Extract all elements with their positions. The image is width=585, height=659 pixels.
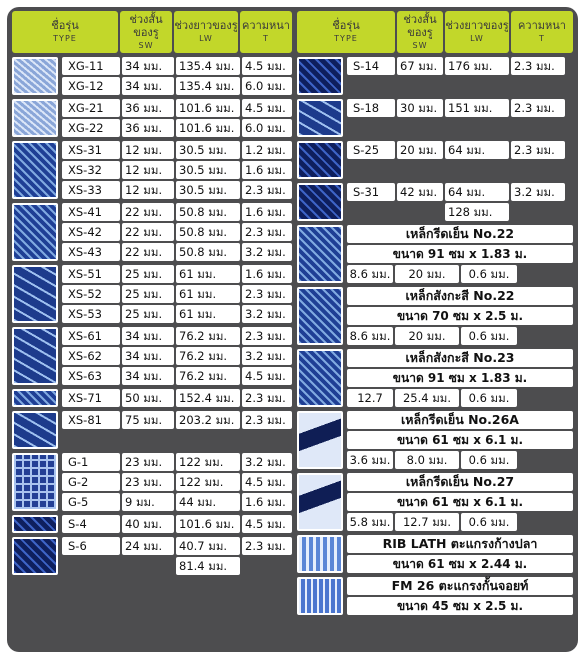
- type-cell: XS-41: [62, 203, 120, 221]
- product-rows: [62, 389, 294, 407]
- sw-cell: 34 มม.: [122, 77, 174, 95]
- t-cell: 3.2 มม.: [242, 347, 292, 365]
- t-cell: 2.3 มม.: [242, 411, 292, 429]
- product-size: ขนาด 61 ซม x 6.1 ม.: [347, 493, 573, 511]
- lw-cell: 76.2 มม.: [176, 327, 240, 345]
- lw-cell: 101.6 มม.: [176, 515, 240, 533]
- product-group: [12, 389, 294, 407]
- lw-cell: 122 มม.: [176, 453, 240, 471]
- mesh-thumbnail: [297, 577, 343, 615]
- sw-cell: 25 มม.: [122, 305, 174, 323]
- table-row: [62, 411, 294, 429]
- product-values: [347, 513, 573, 531]
- t-cell: 1.6 มม.: [242, 265, 292, 283]
- product-rows: [62, 203, 294, 261]
- product-info: [347, 535, 573, 573]
- t-cell: 1.6 มม.: [242, 493, 292, 511]
- type-cell: XG-12: [62, 77, 120, 95]
- product-block: [297, 287, 573, 345]
- product-group: [12, 515, 294, 533]
- lw-cell: 135.4 มม.: [176, 77, 240, 95]
- product-title: RIB LATH ตะแกรงก้างปลา: [347, 535, 573, 553]
- lw-cell: 81.4 มม.: [176, 557, 240, 575]
- product-info: [347, 411, 573, 469]
- type-cell: S-14: [347, 57, 395, 75]
- t-cell: 2.3 มม.: [242, 181, 292, 199]
- product-rows: [62, 327, 294, 385]
- product-values: [347, 451, 573, 469]
- table-row: [62, 119, 294, 137]
- t-cell: 4.5 มม.: [242, 515, 292, 533]
- header-sw-sub: SW: [412, 40, 428, 50]
- product-group: [12, 99, 294, 137]
- table-row: [62, 453, 294, 471]
- product-rows: [62, 141, 294, 199]
- lw-cell: 50.8 มม.: [176, 223, 240, 241]
- product-size: ขนาด 91 ซม x 1.83 ม.: [347, 369, 573, 387]
- product-block: [297, 225, 573, 283]
- mesh-thumbnail: [297, 287, 343, 345]
- t-cell: [511, 203, 565, 221]
- lw-cell: 61 มม.: [176, 305, 240, 323]
- type-cell: S-18: [347, 99, 395, 117]
- header-lw: [174, 11, 238, 53]
- lw-cell: 176 มม.: [445, 57, 509, 75]
- product-size: ขนาด 70 ซม x 2.5 ม.: [347, 307, 573, 325]
- t-cell: 2.3 มม.: [511, 57, 565, 75]
- table-row: [347, 99, 573, 117]
- product-group: [12, 327, 294, 385]
- table-row: [62, 243, 294, 261]
- lw-cell: 152.4 มม.: [176, 389, 240, 407]
- lw-cell: 12.7 มม.: [395, 513, 459, 531]
- table-row: [62, 493, 294, 511]
- sw-cell: 9 มม.: [122, 493, 174, 511]
- table-row: [62, 537, 294, 555]
- header-lw-sub: LW: [199, 34, 213, 43]
- table-row: [62, 77, 294, 95]
- t-cell: 2.3 มม.: [511, 99, 565, 117]
- type-cell: XS-32: [62, 161, 120, 179]
- table-row: [347, 203, 573, 221]
- product-rows: [62, 99, 294, 137]
- sw-cell: 22 มม.: [122, 223, 174, 241]
- header-type-sub: TYPE: [53, 34, 77, 43]
- header-sw: [120, 11, 172, 53]
- product-block: [297, 349, 573, 407]
- t-cell: 4.5 มม.: [242, 99, 292, 117]
- type-cell: XS-81: [62, 411, 120, 429]
- mesh-thumbnail: [297, 349, 343, 407]
- sw-cell: 5.8 มม.: [347, 513, 393, 531]
- mesh-thumbnail: [297, 535, 343, 573]
- header-sw-label: ช่วงสั้นของรู: [403, 12, 437, 39]
- type-cell: XG-22: [62, 119, 120, 137]
- table-row: [62, 141, 294, 159]
- lw-cell: 151 มม.: [445, 99, 509, 117]
- type-cell: S-4: [62, 515, 120, 533]
- sw-cell: [122, 431, 174, 449]
- lw-cell: 64 มม.: [445, 141, 509, 159]
- product-rows: [62, 265, 294, 323]
- type-cell: XS-43: [62, 243, 120, 261]
- type-cell: [62, 431, 120, 449]
- t-cell: 2.3 มม.: [242, 285, 292, 303]
- t-cell: 0.6 มม.: [461, 451, 517, 469]
- product-group: [12, 453, 294, 511]
- left-header: [12, 11, 294, 53]
- sw-cell: [397, 203, 443, 221]
- product-group: [297, 57, 573, 95]
- product-size: ขนาด 91 ซม x 1.83 ม.: [347, 245, 573, 263]
- lw-cell: 25.4 มม.: [395, 389, 459, 407]
- product-title: FM 26 ตะแกรงกั้นจอยท์: [347, 577, 573, 595]
- type-cell: G-5: [62, 493, 120, 511]
- product-info: [347, 225, 573, 283]
- mesh-thumbnail: [297, 473, 343, 531]
- header-sw-sub: SW: [138, 40, 154, 50]
- lw-cell: 76.2 มม.: [176, 367, 240, 385]
- sw-cell: 12 มม.: [122, 141, 174, 159]
- lw-cell: 122 มม.: [176, 473, 240, 491]
- table-row: [62, 305, 294, 323]
- t-cell: [242, 557, 292, 575]
- type-cell: XS-52: [62, 285, 120, 303]
- sw-cell: 50 มม.: [122, 389, 174, 407]
- mesh-thumbnail: [297, 141, 343, 179]
- sw-cell: 36 มม.: [122, 99, 174, 117]
- product-group: [297, 183, 573, 221]
- table-row: [62, 557, 294, 575]
- header-lw: [445, 11, 509, 53]
- table-row: [347, 161, 573, 179]
- header-type-label: ชื่อรุ่น: [332, 19, 360, 32]
- t-cell: 2.3 มม.: [242, 537, 292, 555]
- lw-cell: 128 มม.: [445, 203, 509, 221]
- right-header: [297, 11, 573, 53]
- mesh-thumbnail: [12, 265, 58, 323]
- sw-cell: 34 มม.: [122, 57, 174, 75]
- sw-cell: 25 มม.: [122, 265, 174, 283]
- mesh-thumbnail: [12, 411, 58, 449]
- lw-cell: 76.2 มม.: [176, 347, 240, 365]
- table-row: [62, 327, 294, 345]
- header-t-sub: T: [539, 34, 545, 43]
- table-row: [62, 431, 294, 449]
- header-type: [12, 11, 118, 53]
- t-cell: [511, 161, 565, 179]
- lw-cell: 101.6 มม.: [176, 119, 240, 137]
- table-row: [62, 473, 294, 491]
- header-lw-sub: LW: [470, 34, 484, 43]
- sw-cell: 20 มม.: [397, 141, 443, 159]
- type-cell: S-25: [347, 141, 395, 159]
- product-group: [12, 411, 294, 449]
- lw-cell: [445, 119, 509, 137]
- table-row: [62, 515, 294, 533]
- header-sw: [397, 11, 443, 53]
- t-cell: 3.2 มม.: [242, 243, 292, 261]
- sw-cell: [397, 77, 443, 95]
- lw-cell: 61 มม.: [176, 285, 240, 303]
- lw-cell: 101.6 มม.: [176, 99, 240, 117]
- product-title: เหล็กรีดเย็น No.27: [347, 473, 573, 491]
- sw-cell: 12.7: [347, 389, 393, 407]
- t-cell: 4.5 มม.: [242, 473, 292, 491]
- product-size: ขนาด 45 ซม x 2.5 ม.: [347, 597, 573, 615]
- table-row: [62, 203, 294, 221]
- type-cell: XG-11: [62, 57, 120, 75]
- type-cell: XS-61: [62, 327, 120, 345]
- sw-cell: [122, 557, 174, 575]
- type-cell: S-6: [62, 537, 120, 555]
- mesh-thumbnail: [297, 225, 343, 283]
- product-rows: [347, 99, 573, 137]
- mesh-thumbnail: [12, 537, 58, 575]
- product-group: [12, 203, 294, 261]
- t-cell: [511, 119, 565, 137]
- type-cell: XS-33: [62, 181, 120, 199]
- header-t-sub: T: [263, 34, 269, 43]
- product-rows: [62, 411, 294, 449]
- product-size: ขนาด 61 ซม x 2.44 ม.: [347, 555, 573, 573]
- mesh-thumbnail: [12, 141, 58, 199]
- product-block: [297, 473, 573, 531]
- type-cell: XS-62: [62, 347, 120, 365]
- type-cell: XS-42: [62, 223, 120, 241]
- lw-cell: 61 มม.: [176, 265, 240, 283]
- header-sw-label: ช่วงสั้นของรู: [129, 12, 163, 39]
- sw-cell: [397, 119, 443, 137]
- t-cell: 3.2 มม.: [242, 305, 292, 323]
- type-cell: XS-53: [62, 305, 120, 323]
- type-cell: G-1: [62, 453, 120, 471]
- table-row: [62, 181, 294, 199]
- lw-cell: 135.4 มม.: [176, 57, 240, 75]
- right-body: [297, 57, 573, 615]
- sw-cell: 12 มม.: [122, 161, 174, 179]
- left-table: [12, 11, 294, 575]
- sw-cell: 42 มม.: [397, 183, 443, 201]
- lw-cell: 203.2 มม.: [176, 411, 240, 429]
- type-cell: [347, 77, 395, 95]
- t-cell: 2.3 มม.: [242, 389, 292, 407]
- sw-cell: 22 มม.: [122, 243, 174, 261]
- sw-cell: 12 มม.: [122, 181, 174, 199]
- mesh-thumbnail: [297, 57, 343, 95]
- product-values: [347, 327, 573, 345]
- table-row: [62, 347, 294, 365]
- table-row: [62, 57, 294, 75]
- product-rows: [347, 141, 573, 179]
- product-rows: [347, 183, 573, 221]
- mesh-thumbnail: [12, 453, 58, 511]
- table-row: [62, 161, 294, 179]
- sw-cell: 67 มม.: [397, 57, 443, 75]
- product-group: [12, 265, 294, 323]
- product-values: [347, 265, 573, 283]
- mesh-thumbnail: [297, 183, 343, 221]
- product-rows: [62, 515, 294, 533]
- product-info: [347, 287, 573, 345]
- product-group: [12, 141, 294, 199]
- type-cell: XS-71: [62, 389, 120, 407]
- product-rows: [62, 57, 294, 95]
- lw-cell: 30.5 มม.: [176, 161, 240, 179]
- product-rows: [347, 57, 573, 95]
- type-cell: [347, 119, 395, 137]
- t-cell: 1.6 มม.: [242, 161, 292, 179]
- t-cell: 4.5 มม.: [242, 367, 292, 385]
- lw-cell: 8.0 มม.: [395, 451, 459, 469]
- type-cell: XS-63: [62, 367, 120, 385]
- lw-cell: 20 มม.: [395, 327, 459, 345]
- mesh-thumbnail: [12, 389, 58, 407]
- product-block: [297, 411, 573, 469]
- lw-cell: [445, 77, 509, 95]
- t-cell: 4.5 มม.: [242, 57, 292, 75]
- lw-cell: 20 มม.: [395, 265, 459, 283]
- t-cell: 6.0 มม.: [242, 119, 292, 137]
- type-cell: [347, 161, 395, 179]
- header-t: [240, 11, 292, 53]
- table-row: [62, 285, 294, 303]
- product-title: เหล็กสังกะสี No.22: [347, 287, 573, 305]
- sw-cell: 22 มม.: [122, 203, 174, 221]
- header-lw-label: ช่วงยาวของรู: [445, 19, 509, 32]
- t-cell: 1.2 มม.: [242, 141, 292, 159]
- t-cell: 0.6 มม.: [461, 327, 517, 345]
- product-values: [347, 389, 573, 407]
- header-lw-label: ช่วงยาวของรู: [174, 19, 238, 32]
- product-info: [347, 473, 573, 531]
- sw-cell: 34 มม.: [122, 327, 174, 345]
- mesh-thumbnail: [297, 411, 343, 469]
- header-t-label: ความหนา: [242, 19, 290, 32]
- header-t: [511, 11, 573, 53]
- header-type-label: ชื่อรุ่น: [51, 19, 79, 32]
- product-rows: [62, 453, 294, 511]
- product-title: เหล็กรีดเย็น No.22: [347, 225, 573, 243]
- product-group: [297, 99, 573, 137]
- product-size: ขนาด 61 ซม x 6.1 ม.: [347, 431, 573, 449]
- mesh-thumbnail: [12, 99, 58, 137]
- t-cell: 0.6 มม.: [461, 265, 517, 283]
- product-group: [12, 57, 294, 95]
- header-type: [297, 11, 395, 53]
- mesh-thumbnail: [12, 515, 58, 533]
- t-cell: 0.6 มม.: [461, 389, 517, 407]
- table-row: [62, 99, 294, 117]
- product-group: [12, 537, 294, 575]
- lw-cell: 50.8 มม.: [176, 243, 240, 261]
- lw-cell: 30.5 มม.: [176, 141, 240, 159]
- lw-cell: 40.7 มม.: [176, 537, 240, 555]
- header-type-sub: TYPE: [334, 34, 358, 43]
- sw-cell: 25 มม.: [122, 285, 174, 303]
- product-rows: [62, 537, 294, 575]
- lw-cell: 64 มม.: [445, 183, 509, 201]
- mesh-thumbnail: [12, 327, 58, 385]
- sw-cell: 34 มม.: [122, 347, 174, 365]
- table-row: [62, 265, 294, 283]
- lw-cell: 50.8 มม.: [176, 203, 240, 221]
- price-panel: [7, 7, 578, 652]
- table-row: [347, 57, 573, 75]
- t-cell: 3.2 มม.: [242, 453, 292, 471]
- mesh-thumbnail: [12, 57, 58, 95]
- sw-cell: 75 มม.: [122, 411, 174, 429]
- sw-cell: 23 มม.: [122, 453, 174, 471]
- table-row: [347, 141, 573, 159]
- mesh-thumbnail: [297, 99, 343, 137]
- t-cell: 6.0 มม.: [242, 77, 292, 95]
- sw-cell: 30 มม.: [397, 99, 443, 117]
- type-cell: [347, 203, 395, 221]
- type-cell: XG-21: [62, 99, 120, 117]
- header-t-label: ความหนา: [518, 19, 566, 32]
- sw-cell: [397, 161, 443, 179]
- product-title: เหล็กสังกะสี No.23: [347, 349, 573, 367]
- product-info: [347, 577, 573, 615]
- t-cell: [242, 431, 292, 449]
- sw-cell: 3.6 มม.: [347, 451, 393, 469]
- type-cell: [62, 557, 120, 575]
- table-row: [347, 77, 573, 95]
- product-block: [297, 577, 573, 615]
- sw-cell: 8.6 มม.: [347, 265, 393, 283]
- left-body: [12, 57, 294, 575]
- t-cell: 2.3 มม.: [242, 327, 292, 345]
- table-row: [62, 223, 294, 241]
- type-cell: XS-51: [62, 265, 120, 283]
- t-cell: 3.2 มม.: [511, 183, 565, 201]
- lw-cell: [176, 431, 240, 449]
- right-table: [297, 11, 573, 615]
- table-row: [347, 183, 573, 201]
- sw-cell: 36 มม.: [122, 119, 174, 137]
- t-cell: 2.3 มม.: [511, 141, 565, 159]
- lw-cell: 44 มม.: [176, 493, 240, 511]
- product-block: [297, 535, 573, 573]
- mesh-thumbnail: [12, 203, 58, 261]
- t-cell: 0.6 มม.: [461, 513, 517, 531]
- sw-cell: 24 มม.: [122, 537, 174, 555]
- type-cell: S-31: [347, 183, 395, 201]
- type-cell: XS-31: [62, 141, 120, 159]
- lw-cell: 30.5 มม.: [176, 181, 240, 199]
- table-row: [347, 119, 573, 137]
- type-cell: G-2: [62, 473, 120, 491]
- t-cell: 2.3 มม.: [242, 223, 292, 241]
- product-group: [297, 141, 573, 179]
- lw-cell: [445, 161, 509, 179]
- t-cell: [511, 77, 565, 95]
- sw-cell: 34 มม.: [122, 367, 174, 385]
- t-cell: 1.6 มม.: [242, 203, 292, 221]
- table-row: [62, 367, 294, 385]
- product-title: เหล็กรีดเย็น No.26A: [347, 411, 573, 429]
- sw-cell: 8.6 มม.: [347, 327, 393, 345]
- table-row: [62, 389, 294, 407]
- sw-cell: 23 มม.: [122, 473, 174, 491]
- product-info: [347, 349, 573, 407]
- sw-cell: 40 มม.: [122, 515, 174, 533]
